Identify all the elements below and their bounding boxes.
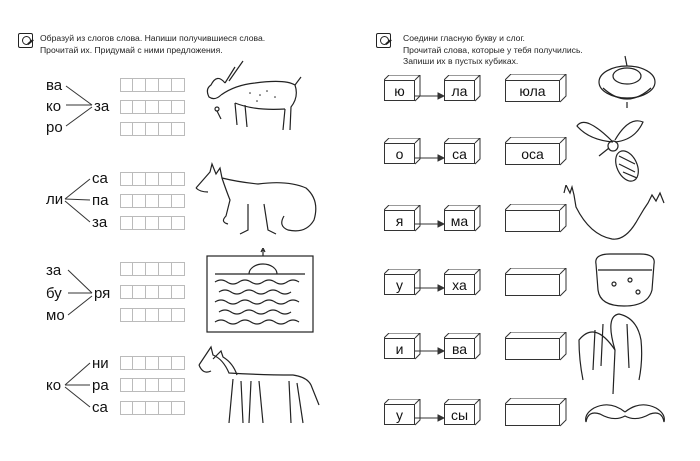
letter-cell[interactable] [172, 122, 185, 136]
letter-cell[interactable] [146, 262, 159, 276]
letter-cell[interactable] [146, 285, 159, 299]
letter-cell[interactable] [133, 356, 146, 370]
syllable-box [444, 138, 480, 160]
answer-cube[interactable] [505, 268, 565, 295]
sunset-sea-picture [205, 248, 317, 335]
letter-cell[interactable] [120, 172, 133, 186]
syllable-box [444, 75, 480, 97]
fox-picture [188, 160, 323, 240]
answer-word[interactable]: юла [505, 80, 560, 102]
syllable: са [92, 170, 108, 187]
word-write-cells[interactable] [120, 308, 185, 322]
syllable-text: ва [444, 338, 475, 359]
word-write-cells[interactable] [120, 401, 185, 415]
task-icon [18, 33, 33, 48]
letter-cell[interactable] [172, 194, 185, 208]
letter-cell[interactable] [159, 262, 172, 276]
letter-cell[interactable] [146, 194, 159, 208]
letter-cell[interactable] [120, 401, 133, 415]
letter-cell[interactable] [120, 308, 133, 322]
letter-cell[interactable] [159, 216, 172, 230]
letter-cell[interactable] [120, 194, 133, 208]
word-write-cells[interactable] [120, 122, 185, 136]
syllable: ва [46, 77, 63, 94]
vowel-box [384, 333, 420, 355]
letter-cell[interactable] [159, 401, 172, 415]
letter-cell[interactable] [133, 100, 146, 114]
word-write-cells[interactable] [120, 172, 185, 186]
syllable: за [46, 262, 62, 279]
vowel-letter: у [384, 274, 415, 295]
answer-cube[interactable] [505, 204, 565, 231]
answer-cube[interactable] [505, 137, 565, 164]
letter-cell[interactable] [120, 262, 133, 276]
letter-cell[interactable] [146, 172, 159, 186]
answer-word[interactable] [505, 210, 560, 232]
letter-cell[interactable] [120, 78, 133, 92]
syllable-box [444, 205, 480, 227]
word-write-cells[interactable] [120, 378, 185, 392]
right-instruction-line-2: Прочитай слова, которые у тебя получились. [403, 44, 583, 55]
syllable-box [444, 399, 480, 421]
vowel-letter: о [384, 143, 415, 164]
vowel-letter: ю [384, 80, 415, 101]
vowel-box [384, 205, 420, 227]
syllable: ли [46, 191, 64, 208]
answer-word[interactable] [505, 274, 560, 296]
horses-picture [193, 345, 325, 427]
syllable-box [444, 333, 480, 355]
letter-cell[interactable] [133, 216, 146, 230]
syllable: ни [92, 355, 109, 372]
goat-picture [195, 55, 305, 135]
letter-cell[interactable] [172, 401, 185, 415]
letter-cell[interactable] [120, 378, 133, 392]
letter-cell[interactable] [146, 308, 159, 322]
letter-cell[interactable] [159, 78, 172, 92]
answer-word[interactable]: оса [505, 143, 560, 165]
fish-soup-pot-picture [590, 250, 660, 310]
letter-cell[interactable] [172, 216, 185, 230]
spinning-top-picture [595, 52, 663, 112]
letter-cell[interactable] [159, 194, 172, 208]
letter-cell[interactable] [120, 285, 133, 299]
answer-word[interactable] [505, 404, 560, 426]
letter-cell[interactable] [172, 308, 185, 322]
letter-cell[interactable] [120, 356, 133, 370]
word-write-cells[interactable] [120, 356, 185, 370]
letter-cell[interactable] [146, 78, 159, 92]
syllable: ря [94, 285, 111, 302]
letter-cell[interactable] [146, 356, 159, 370]
letter-cell[interactable] [172, 172, 185, 186]
syllable-text: сы [444, 404, 475, 425]
letter-cell[interactable] [133, 285, 146, 299]
word-write-cells[interactable] [120, 194, 185, 208]
vowel-letter: у [384, 404, 415, 425]
syllable: са [92, 399, 108, 416]
left-instructions [40, 33, 340, 56]
letter-cell[interactable] [133, 378, 146, 392]
syllable-box [444, 269, 480, 291]
answer-cube[interactable] [505, 74, 565, 101]
pit-picture [560, 185, 670, 245]
left-instruction-line-2: Прочитай их. Придумай с ними предложения. [40, 44, 223, 55]
word-write-cells[interactable] [120, 216, 185, 230]
right-instruction-line-1: Соедини гласную букву и слог. [403, 33, 525, 43]
syllable-text: ха [444, 274, 475, 295]
answer-word[interactable] [505, 338, 560, 360]
letter-cell[interactable] [172, 78, 185, 92]
letter-cell[interactable] [159, 100, 172, 114]
letter-cell[interactable] [159, 308, 172, 322]
syllable: за [94, 98, 110, 115]
word-write-cells[interactable] [120, 100, 185, 114]
left-instruction-line-1: Образуй из слогов слова. Напиши получившиеся слова. [40, 33, 266, 43]
right-instruction-line-3: Запиши их в пустых кубиках. [403, 56, 519, 66]
syllable: ро [46, 119, 63, 136]
syllable: па [92, 192, 109, 209]
letter-cell[interactable] [133, 194, 146, 208]
wasp-picture [575, 112, 650, 187]
letter-cell[interactable] [172, 378, 185, 392]
vowel-letter: и [384, 338, 415, 359]
letter-cell[interactable] [159, 378, 172, 392]
letter-cell[interactable] [133, 172, 146, 186]
letter-cell[interactable] [159, 285, 172, 299]
vowel-letter: я [384, 210, 415, 231]
syllable-text: ма [444, 210, 475, 231]
vowel-box [384, 138, 420, 160]
task-icon [376, 33, 391, 48]
syllable: ко [46, 98, 62, 115]
letter-cell[interactable] [146, 401, 159, 415]
letter-cell[interactable] [146, 216, 159, 230]
syllable: за [92, 214, 108, 231]
letter-cell[interactable] [159, 172, 172, 186]
letter-cell[interactable] [172, 356, 185, 370]
vowel-box [384, 399, 420, 421]
answer-cube[interactable] [505, 332, 565, 359]
syllable-text: ла [444, 80, 475, 101]
syllable: мо [46, 307, 65, 324]
letter-cell[interactable] [120, 122, 133, 136]
word-write-cells[interactable] [120, 285, 185, 299]
letter-cell[interactable] [133, 401, 146, 415]
vowel-box [384, 269, 420, 291]
answer-cube[interactable] [505, 398, 565, 425]
letter-cell[interactable] [133, 262, 146, 276]
letter-cell[interactable] [146, 378, 159, 392]
letter-cell[interactable] [159, 122, 172, 136]
letter-cell[interactable] [146, 100, 159, 114]
letter-cell[interactable] [120, 100, 133, 114]
letter-cell[interactable] [133, 308, 146, 322]
vowel-box [384, 75, 420, 97]
letter-cell[interactable] [172, 285, 185, 299]
word-write-cells[interactable] [120, 78, 185, 92]
letter-cell[interactable] [159, 356, 172, 370]
word-write-cells[interactable] [120, 262, 185, 276]
syllable: ко [46, 377, 62, 394]
syllable-text: са [444, 143, 475, 164]
letter-cell[interactable] [133, 122, 146, 136]
letter-cell[interactable] [146, 122, 159, 136]
letter-cell[interactable] [133, 78, 146, 92]
willow-tree-picture [575, 310, 650, 395]
letter-cell[interactable] [172, 262, 185, 276]
mustache-picture [580, 400, 670, 435]
syllable: бу [46, 285, 62, 302]
letter-cell[interactable] [120, 216, 133, 230]
syllable: ра [92, 377, 109, 394]
letter-cell[interactable] [172, 100, 185, 114]
